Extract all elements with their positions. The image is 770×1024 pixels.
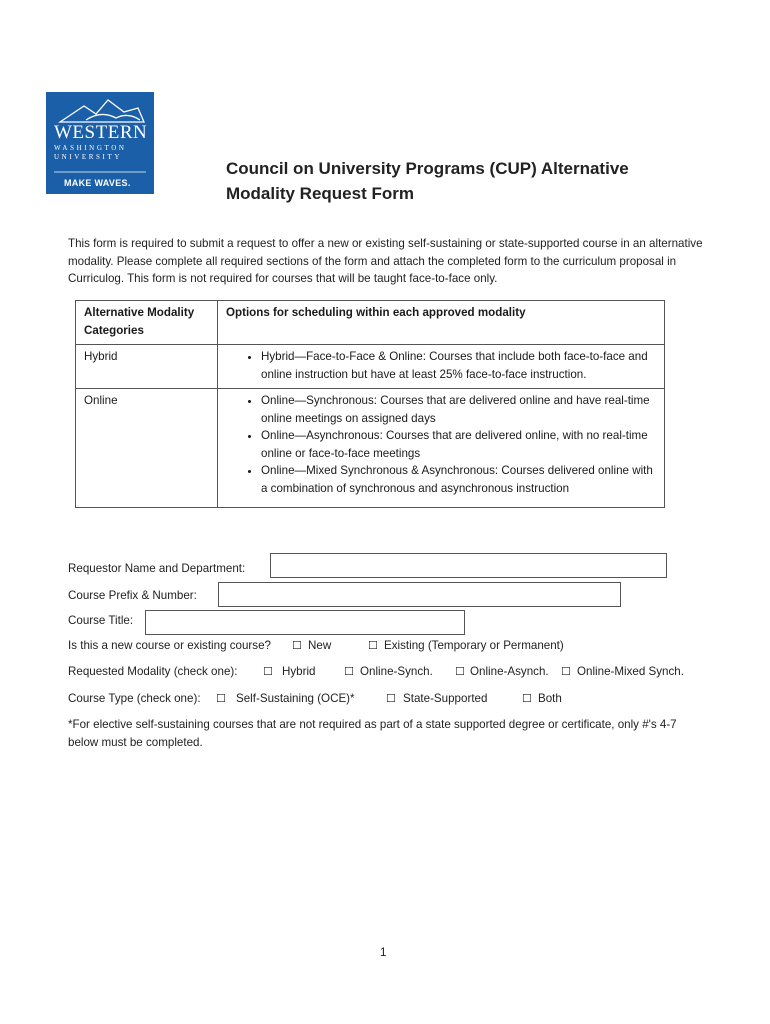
university-logo	[46, 92, 154, 194]
list-item: • Online—Synchronous: Courses that are delivered online and have real-time online meetings on assigned days	[261, 392, 656, 427]
list-item: • Hybrid—Face-to-Face & Online: Courses that include both face-to-face and online instruction but have at least 25% face-to-face instruction.	[261, 348, 656, 383]
table-row	[76, 389, 665, 508]
logo-word-university: UNIVERSITY	[54, 153, 122, 161]
intro-paragraph: This form is required to submit a request to offer a new or existing self-sustaining or state-supported course in an alternative modality. Please complete all required sections of the form and attach the completed form to the curriculum proposal in Curriculog. This form is not required for courses that will be taught face-to-face only.	[68, 237, 703, 285]
logo-tagline: MAKE WAVES.	[64, 178, 131, 188]
existing-option-label: Existing (Temporary or Permanent)	[384, 639, 564, 652]
online-synch-checkbox[interactable]: ☐	[344, 665, 354, 678]
modality-label: Requested Modality (check one):	[68, 665, 238, 678]
course-title-label: Course Title:	[68, 614, 134, 627]
table-header-categories: Alternative Modality Categories	[76, 301, 218, 345]
new-checkbox[interactable]: ☐	[292, 639, 302, 652]
self-sustaining-checkbox[interactable]: ☐	[216, 692, 226, 705]
options-cell	[218, 345, 665, 389]
new-or-existing-label: Is this a new course or existing course?	[68, 639, 271, 652]
requestor-label: Requestor Name and Department:	[68, 562, 246, 575]
hybrid-checkbox[interactable]: ☐	[263, 665, 273, 678]
online-synch-option-label: Online-Synch.	[360, 665, 433, 678]
list-item: • Online—Asynchronous: Courses that are delivered online, with no real-time online or face-to-face meetings	[261, 427, 656, 462]
list-item: • Online—Mixed Synchronous & Asynchronous: Courses delivered online with a combination of synchronous and asynchronous instruction	[261, 462, 656, 497]
course-title-input[interactable]	[145, 610, 465, 635]
new-option-label: New	[308, 639, 332, 652]
online-mixed-option-label: Online-Mixed Synch.	[577, 665, 684, 678]
online-asynch-checkbox[interactable]: ☐	[455, 665, 465, 678]
table-row	[76, 345, 665, 389]
existing-checkbox[interactable]: ☐	[368, 639, 378, 652]
modality-table	[75, 300, 665, 508]
category-cell: Online	[76, 389, 218, 508]
hybrid-option-label: Hybrid	[282, 665, 316, 678]
form-title: Council on University Programs (CUP) Alternative Modality Request Form	[226, 159, 629, 203]
state-supported-checkbox[interactable]: ☐	[386, 692, 396, 705]
options-cell	[218, 389, 665, 508]
course-prefix-label: Course Prefix & Number:	[68, 589, 197, 602]
requestor-input[interactable]	[270, 553, 667, 578]
online-asynch-option-label: Online-Asynch.	[470, 665, 549, 678]
footnote: *For elective self-sustaining courses that are not required as part of a state supported degree or certificate, only #'s 4-7 below must be completed.	[68, 718, 677, 749]
course-prefix-input[interactable]	[218, 582, 621, 607]
state-supported-option-label: State-Supported	[403, 692, 488, 705]
logo-word-washington: WASHINGTON	[54, 144, 127, 152]
logo-word-western: WESTERN	[54, 122, 148, 143]
table-header-options: Options for scheduling within each approved modality	[218, 301, 665, 345]
page-number: 1	[380, 946, 387, 959]
both-checkbox[interactable]: ☐	[522, 692, 532, 705]
category-cell: Hybrid	[76, 345, 218, 389]
course-type-label: Course Type (check one):	[68, 692, 201, 705]
table-header-row	[76, 301, 665, 345]
both-option-label: Both	[538, 692, 562, 705]
self-sustaining-option-label: Self-Sustaining (OCE)*	[236, 692, 355, 705]
online-mixed-checkbox[interactable]: ☐	[561, 665, 571, 678]
